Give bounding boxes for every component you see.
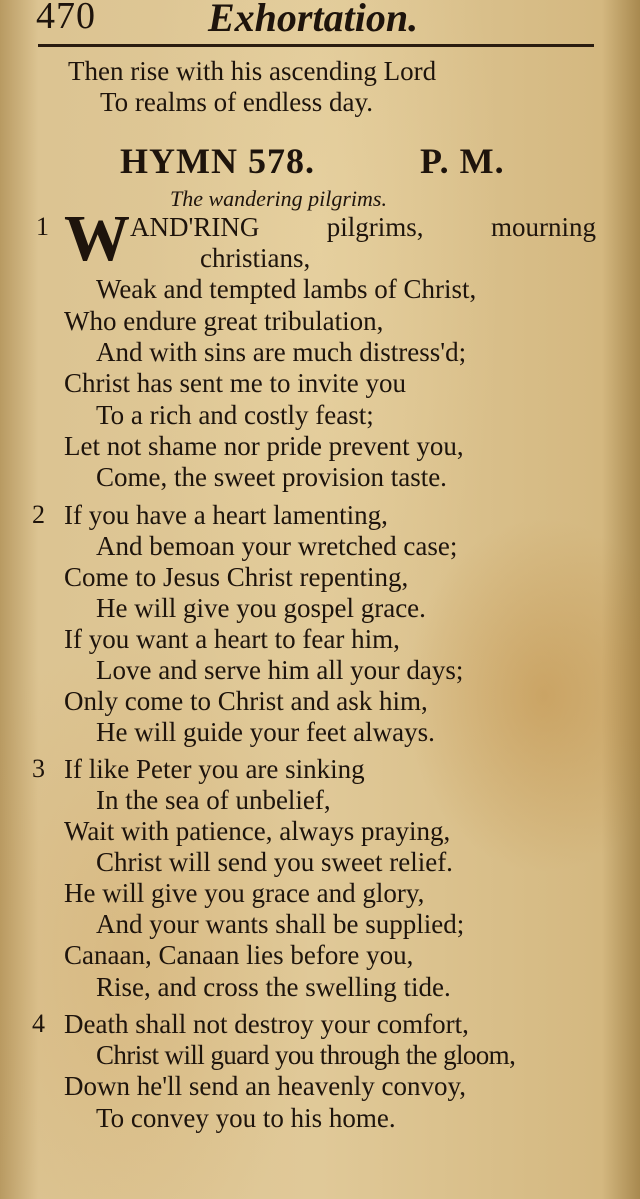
- stanza-number: 3: [32, 754, 45, 783]
- verse-line: If you want a heart to fear him,: [64, 624, 400, 654]
- verse-line: And with sins are much distress'd;: [96, 337, 467, 367]
- verse-line: Weak and tempted lambs of Christ,: [96, 274, 477, 304]
- verse-line: Come to Jesus Christ repenting,: [64, 562, 409, 592]
- verse-line: And bemoan your wretched case;: [96, 531, 458, 561]
- verse-line: He will give you gospel grace.: [96, 593, 426, 623]
- verse-line: Christ has sent me to invite you: [64, 368, 406, 398]
- verse-line: Canaan, Canaan lies before you,: [64, 940, 414, 970]
- verse-line: And your wants shall be supplied;: [96, 909, 465, 939]
- verse-line: Wait with patience, always praying,: [64, 816, 451, 846]
- prev-hymn-line: Then rise with his ascending Lord: [68, 56, 437, 86]
- stanza-number: 1: [36, 212, 49, 241]
- first-line: [130, 212, 596, 243]
- hymn-title: HYMN 578.: [120, 141, 315, 181]
- running-title: Exhortation.: [208, 0, 419, 40]
- verse-line: Come, the sweet provision taste.: [96, 462, 447, 492]
- verse-line: christians,: [200, 243, 311, 273]
- first-line-word: AND'RING: [130, 212, 260, 242]
- verse-line: Rise, and cross the swelling tide.: [96, 972, 451, 1002]
- verse-line: In the sea of unbelief,: [96, 785, 331, 815]
- verse-line: If you have a heart lamenting,: [64, 500, 388, 530]
- verse-line: Christ will send you sweet relief.: [96, 847, 453, 877]
- verse-line: Down he'll send an heavenly convoy,: [64, 1071, 467, 1101]
- verse-line: To convey you to his home.: [96, 1103, 396, 1133]
- first-line-word: mourning: [491, 212, 596, 242]
- verse-line: Death shall not destroy your comfort,: [64, 1009, 469, 1039]
- verse-line: If like Peter you are sinking: [64, 754, 365, 784]
- header-rule: [38, 44, 594, 47]
- verse-line: He will guide your feet always.: [96, 717, 435, 747]
- drop-cap: W: [64, 202, 130, 275]
- verse-line: Christ will guard you through the gloom,: [96, 1040, 516, 1070]
- page-number: 470: [36, 0, 96, 37]
- verse-line: Love and serve him all your days;: [96, 655, 464, 685]
- hymn-meter: P. M.: [420, 141, 505, 181]
- verse-line: Who endure great tribulation,: [64, 306, 384, 336]
- verse-line: To a rich and costly feast;: [96, 400, 374, 430]
- hymn-subtitle: The wandering pilgrims.: [170, 186, 387, 211]
- prev-hymn-line: To realms of endless day.: [100, 87, 374, 117]
- verse-line: Only come to Christ and ask him,: [64, 686, 428, 716]
- stanza-number: 2: [32, 500, 45, 529]
- verse-line: He will give you grace and glory,: [64, 878, 425, 908]
- page-header: [32, 0, 592, 46]
- first-line-word: pilgrims,: [326, 212, 424, 242]
- stanza-number: 4: [32, 1009, 45, 1038]
- verse-line: Let not shame nor pride prevent you,: [64, 431, 464, 461]
